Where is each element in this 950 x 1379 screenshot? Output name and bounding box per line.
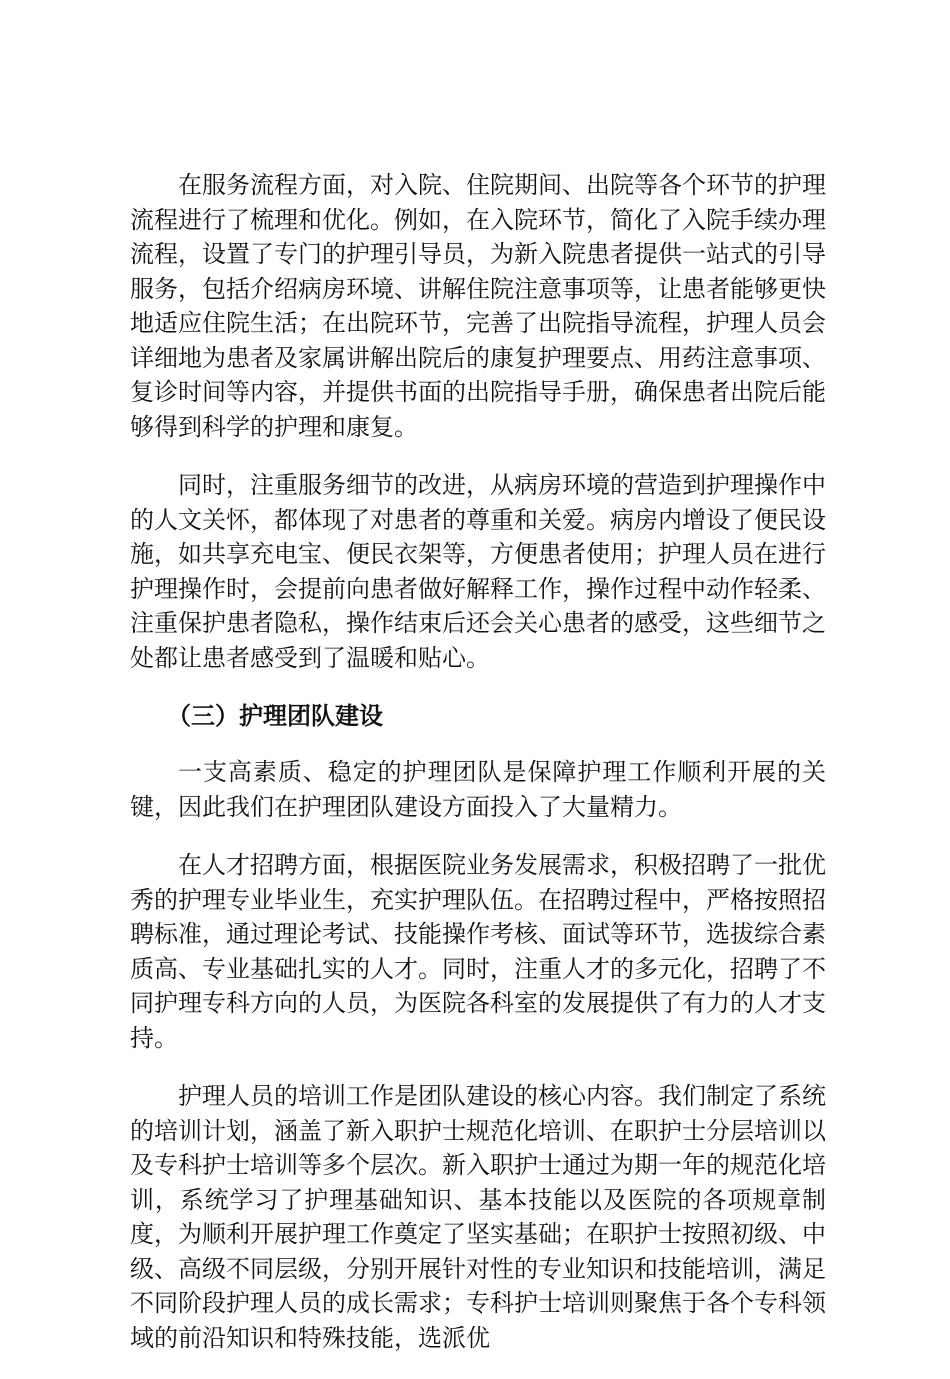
- paragraph-team-intro: 一支高素质、稳定的护理团队是保障护理工作顺利开展的关键，因此我们在护理团队建设方面投入了大量精力。: [130, 758, 826, 821]
- paragraph-recruitment: 在人才招聘方面，根据医院业务发展需求，积极招聘了一批优秀的护理专业毕业生，充实护理队伍。在招聘过程中，严格按照招聘标准，通过理论考试、技能操作考核、面试等环节，选拔综合素质高、专业基础扎实的人才。同时，注重人才的多元化，招聘了不同护理专科方向的人员，为医院各科室的发展提供了有力的人才支持。: [130, 851, 826, 1052]
- paragraph-service-process: 在服务流程方面，对入院、住院期间、出院等各个环节的护理流程进行了梳理和优化。例如，在入院环节，简化了入院手续办理流程，设置了专门的护理引导员，为新入院患者提供一站式的引导服务，包括介绍病房环境、讲解住院注意事项等，让患者能够更快地适应住院生活；在出院环节，完善了出院指导流程，护理人员会详细地为患者及家属讲解出院后的康复护理要点、用药注意事项、复诊时间等内容，并提供书面的出院指导手册，确保患者出院后能够得到科学的护理和康复。: [130, 171, 826, 441]
- paragraph-service-details: 同时，注重服务细节的改进，从病房环境的营造到护理操作中的人文关怀，都体现了对患者的尊重和关爱。病房内增设了便民设施，如共享充电宝、便民衣架等，方便患者使用；护理人员在进行护理操作时，会提前向患者做好解释工作，操作过程中动作轻柔、注重保护患者隐私，操作结束后还会关心患者的感受，这些细节之处都让患者感受到了温暖和贴心。: [130, 471, 826, 672]
- section-heading: （三）护理团队建设: [167, 702, 383, 730]
- document-page: [130, 168, 826, 1379]
- paragraph-training: 护理人员的培训工作是团队建设的核心内容。我们制定了系统的培训计划，涵盖了新入职护士规范化培训、在职护士分层培训以及专科护士培训等多个层次。新入职护士通过为期一年的规范化培训，系统学习了护理基础知识、基本技能以及医院的各项规章制度，为顺利开展护理工作奠定了坚实基础；在职护士按照初级、中级、高级不同层级，分别开展针对性的专业知识和技能培训，满足不同阶段护理人员的成长需求；专科护士培训则聚焦于各个专科领域的前沿知识和特殊技能，选派优: [130, 1082, 826, 1352]
